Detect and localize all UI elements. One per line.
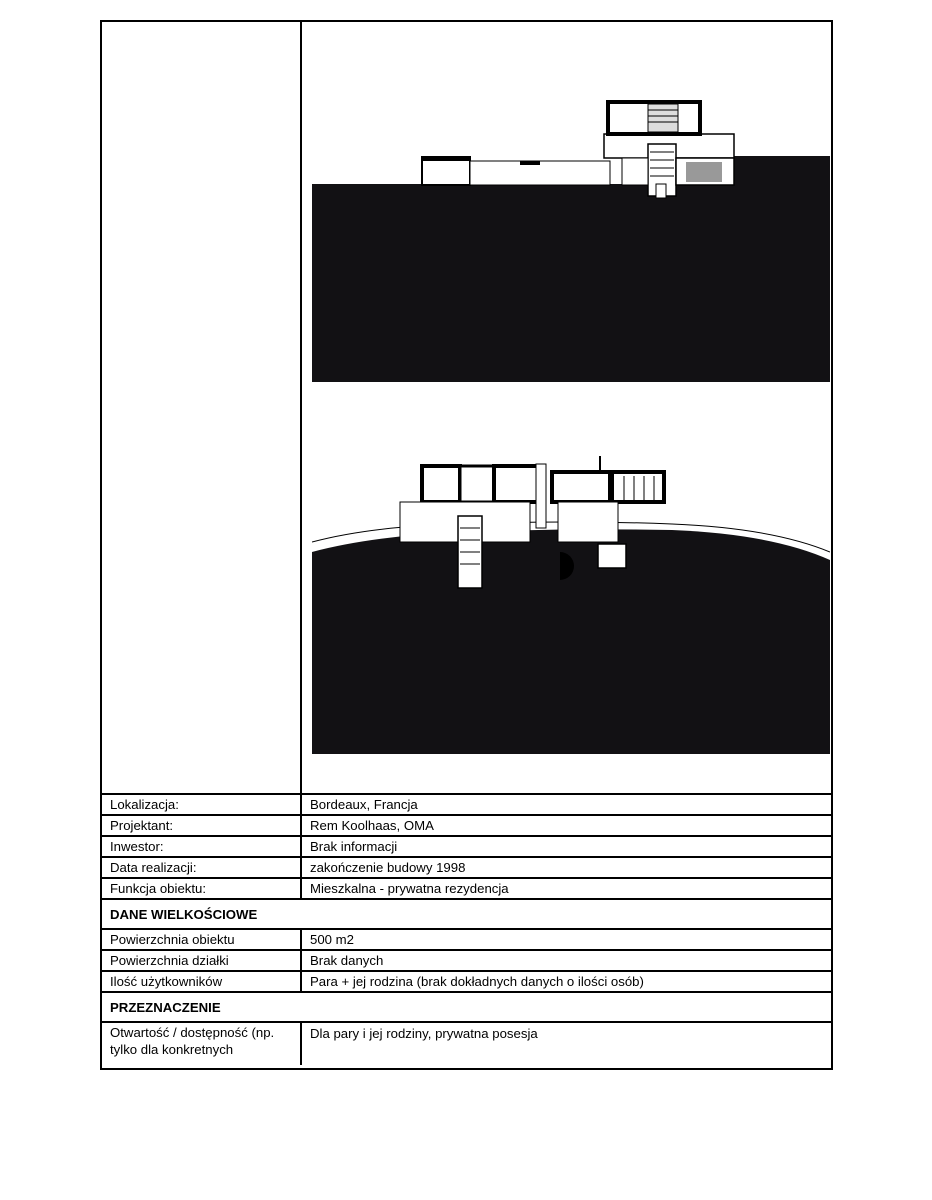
designer-label: Projektant: [102, 816, 302, 835]
row-date [102, 858, 831, 879]
openness-value: Dla pary i jej rodziny, prywatna posesja [310, 1026, 538, 1041]
users-label: Ilość użytkowników [102, 972, 302, 991]
date-label: Data realizacji: [102, 858, 302, 877]
row-area-building [102, 930, 831, 951]
info-rows [102, 795, 831, 1065]
area-plot-label: Powierzchnia działki [102, 951, 302, 970]
function-label: Funkcja obiektu: [102, 879, 302, 898]
drawings-row [102, 22, 831, 795]
area-plot-value: Brak danych [310, 953, 384, 968]
row-location [102, 795, 831, 816]
row-users [102, 972, 831, 993]
users-value: Para + jej rodzina (brak dokładnych danych o ilości osób) [310, 974, 644, 989]
investor-label: Inwestor: [102, 837, 302, 856]
area-building-value: 500 m2 [310, 932, 354, 947]
location-label: Lokalizacja: [102, 795, 302, 814]
section-drawing [312, 456, 830, 754]
section-heading-purpose: PRZEZNACZENIE [102, 993, 831, 1023]
elevation-drawing [312, 24, 830, 382]
row-designer [102, 816, 831, 837]
location-value: Bordeaux, Francja [310, 797, 418, 812]
row-function [102, 879, 831, 900]
investor-value: Brak informacji [310, 839, 398, 854]
empty-cell [102, 22, 302, 793]
function-value: Mieszkalna - prywatna rezydencja [310, 881, 509, 896]
row-investor [102, 837, 831, 858]
row-area-plot [102, 951, 831, 972]
row-openness [102, 1023, 831, 1065]
document-table [100, 20, 833, 1070]
openness-label: Otwartość / dostępność (np. tylko dla konkretnych [102, 1023, 302, 1065]
section-heading-size: DANE WIELKOŚCIOWE [102, 900, 831, 930]
area-building-label: Powierzchnia obiektu [102, 930, 302, 949]
date-value: zakończenie budowy 1998 [310, 860, 466, 875]
designer-value: Rem Koolhaas, OMA [310, 818, 434, 833]
